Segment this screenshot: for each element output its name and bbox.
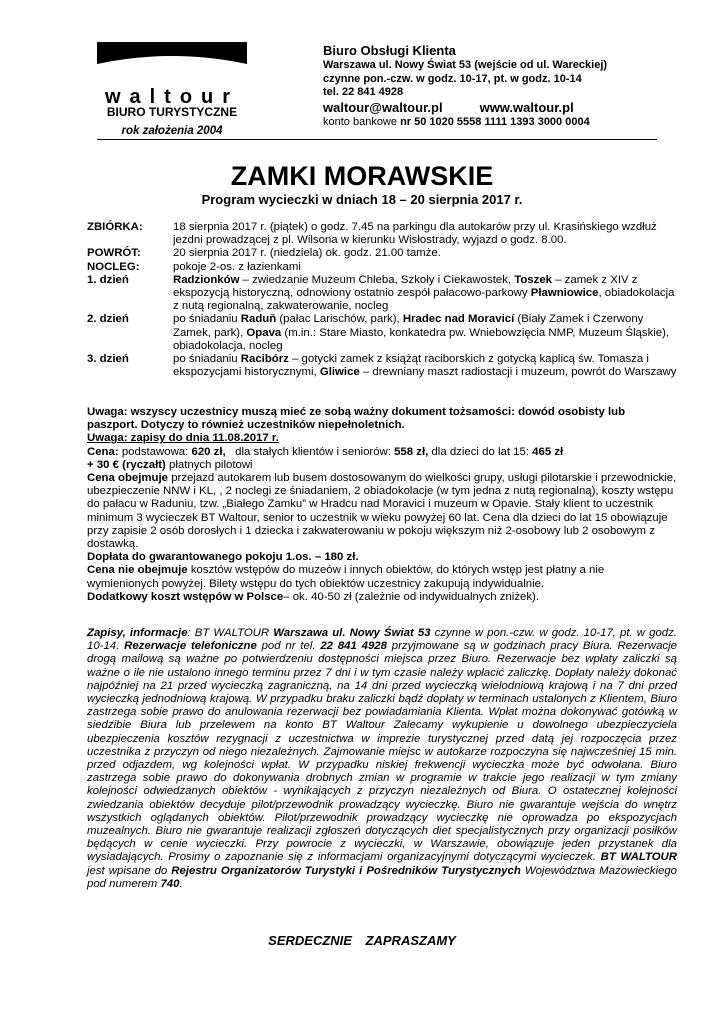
program-row-text: po śniadaniu Racibórz – gotycki zamek z książąt raciborskich z gotycką kaplicą św. Tomasza i ekspozycjami historycznymi, Gliwice – drewniany maszt radiostacji i muzeum, powrót do Warszawy bbox=[173, 353, 677, 379]
contact-block bbox=[323, 43, 703, 129]
www-link[interactable]: www.waltour.pl bbox=[479, 99, 574, 115]
program-table bbox=[87, 221, 677, 379]
bank-account bbox=[323, 116, 703, 130]
deadline-note: Uwaga: zapisy do dnia 11.08.2017 r. bbox=[87, 432, 279, 445]
contact-title: Biuro Obsługi Klienta bbox=[323, 43, 456, 58]
page-subtitle: Program wycieczki w dniach 18 – 20 sierpnia 2017 r. bbox=[201, 192, 523, 207]
program-row bbox=[87, 221, 677, 247]
single-room-surcharge: Dopłata do gwarantowanego pokoju 1.os. – 180 zł. bbox=[87, 551, 359, 564]
program-row bbox=[87, 247, 677, 260]
waltour-logo-mark bbox=[97, 42, 247, 64]
program-row-label: 3. dzień bbox=[87, 353, 129, 366]
program-row-label: ZBIÓRKA: bbox=[87, 221, 143, 233]
price-includes: Cena obejmuje przejazd autokarem lub busem dostosowanym do wielkości grupy, usługi pilotarskie i przewodnickie, ubezpieczenie NNW i KL, , 2 noclegi ze śniadaniem, 2 obiadokolacje (w tym jedna z nutą regionalną), koszty wstępu do pałacu w Raduniu, tzw. „Białego Zamku” w Hradcu nad Moravici i muzeum w Opavie. Stały klient to uczestnik minimum 3 wycieczek BT Waltour, senior to uczestnik w wieku powyżej 60 lat. Cena dla dzieci do lat 15 obowiązuje przy zapisie 2 osób dorosłych i 1 dziecka i zakwaterowaniu w pokoju większym niż 2-osobowy lub 2 osobowym z dostawką. bbox=[87, 472, 677, 551]
logo-founded: rok założenia 2004 bbox=[121, 125, 223, 138]
program-row bbox=[87, 313, 677, 353]
program-row-text: 18 sierpnia 2017 r. (piątek) o godz. 7.45 na parkingu dla autokarów przy ul. Krasińskiego wzdłuż jezdni prowadzącej z pl. Wilsona w kierunku Wisłostrady, wyjazd o godz. 8.00. bbox=[173, 221, 657, 247]
bank-account-number: nr 50 1020 5558 1111 1393 3000 0004 bbox=[400, 115, 590, 128]
program-row-text: po śniadaniu Raduň (pałac Larischów, park), Hradec nad Moravicí (Biały Zamek i Czerwony Zamek, park), Opava (m.in.: Stare Miasto, konkatedra pw. Wniebowzięcia NMP, Muzeum Śląskie), obiadokolacja, nocleg bbox=[173, 313, 670, 352]
price-info: Cena: podstawowa: 620 zł, dla stałych klientów i seniorów: 558 zł, dla dzieci do lat 15: 465 zł + 30 € (ryczałt) płatnych pilotowi bbox=[87, 445, 564, 471]
bank-account-label: konto bankowe bbox=[323, 115, 401, 128]
program-row-text: 20 sierpnia 2017 r. (niedziela) ok. godz. 21.00 tamże. bbox=[173, 247, 441, 260]
email-link[interactable]: waltour@waltour.pl bbox=[323, 99, 443, 115]
program-row bbox=[87, 261, 677, 274]
program-row-text: pokoje 2-os. z łazienkami bbox=[173, 260, 301, 273]
program-row bbox=[87, 353, 677, 379]
booking-information: Zapisy, informacje: BT WALTOUR Warszawa ul. Nowy Świat 53 czynne w pon.-czw. w godz. 10-17, pt. w godz. 10-14. Rezerwacje telefoniczne pod nr tel. 22 841 4928 przyjmowane są w godzinach pracy Biura. Rezerwacje drogą mailową są ważne po potwierdzeniu dostępności miejsca przez Biuro. Rezerwacje bez wpłaty zaliczki są ważne o ile nie ustalono innego terminu przez 7 dni i w tym czasie należy wpłacić zaliczkę. Dopłaty należy dokonać najpóźniej na 21 przed wycieczką zagraniczną, na 14 dni przed wycieczką wielodniową krajową i na 7 dni przed wycieczką jednodniową krajową. W przypadku braku zaliczki bądź dopłaty w terminach ustalonych z Klientem, Biuro zastrzega sobie prawo do anulowania rezerwacji bez powiadamiania Klienta. Wpłat można dokonywać gotówką w siedzibie Biura lub przelewem na konto BT Waltour Zalecamy wykupienie u dowolnego ubezpieczyciela ubezpieczenia kosztów rezygnacji z uczestnictwa w imprezie turystycznej przed datą jej rozpoczęcia przez uczestnika z przyczyn od niego niezależnych. Zajmowanie miejsc w autokarze rozpoczyna się najwcześniej 15 min. przed odjazdem, wg kolejności wpłat. W przypadku niskiej frekwencji wycieczka może być odwołana. Biuro zastrzega sobie prawo do dokonywania drobnych zmian w programie w trakcie jego realizacji w tym zmiany kolejności odwiedzanych obiektów - wynikających z przyczyn niezależnych od Biura. O ostatecznej kolejności zwiedzania obiektów decyduje pilot/przewodnik prowadzący wycieczkę. Biuro nie gwarantuje wejścia do wnętrz wszystkich oglądanych obiektów. Pilot/przewodnik prowadzący wycieczkę nie oprowadza po ekspozycjach muzealnych. Biuro nie gwarantuje realizacji zgłoszeń dotyczących diet specjalistycznych przy organizacji posiłków będących w cenie wycieczki. Przy powrocie z wycieczki, w Warszawie, obowiązuje jeden przystanek dla wysiadających. Prosimy o zapoznanie się z informacjami organizacyjnymi dotyczącymi wycieczek. BT WALTOUR jest wpisane do Rejestru Organizatorów Turystyki i Pośredników Turystycznych Województwa Mazowieckiego pod numerem 740. bbox=[87, 627, 678, 890]
contact-links bbox=[323, 100, 703, 116]
program-row-label: POWRÓT: bbox=[87, 247, 141, 260]
logo-subtitle: BIURO TURYSTYCZNE bbox=[106, 105, 238, 120]
contact-hours: czynne pon.-czw. w godz. 10-17, pt. w godz. 10-14 bbox=[323, 72, 582, 85]
program-row-label: 1. dzień bbox=[87, 273, 129, 286]
additional-costs: Dodatkowy koszt wstępów w Polsce– ok. 40-50 zł (zależnie od indywidualnych zniżek). bbox=[87, 590, 540, 603]
program-row bbox=[87, 274, 677, 314]
program-row-text: Radzionków – zwiedzanie Muzeum Chleba, Szkoły i Ciekawostek, Toszek – zamek z XIV z ekspozycją historyczną, odnowiony ostatnio zespół pałacowo-parkowy Pławniowice, obiadokolacja z nutą regionalną, zakwaterowanie, nocleg bbox=[173, 273, 675, 313]
logo-block bbox=[97, 42, 247, 138]
contact-phone: tel. 22 841 4928 bbox=[323, 86, 404, 98]
price-excludes: Cena nie obejmuje kosztów wstępów do muzeów i innych obiektów, do których wstęp jest płatny a nie wymienionych powyżej. Bilety wstępu do tych obiektów uczestnicy zakupują indywidualnie. bbox=[87, 564, 605, 590]
program-row-label: 2. dzień bbox=[87, 313, 129, 326]
closing-line: SERDECZNIE ZAPRASZAMY bbox=[268, 933, 456, 948]
contact-address: Warszawa ul. Nowy Świat 53 (wejście od ul. Wareckiej) bbox=[323, 59, 608, 71]
price-section bbox=[87, 406, 677, 604]
page-title: ZAMKI MORAWSKIE bbox=[230, 161, 494, 191]
header-divider bbox=[97, 139, 657, 140]
logo-brand: waltour bbox=[104, 86, 240, 109]
program-row-label: NOCLEG: bbox=[87, 260, 140, 273]
warning-note: Uwaga: wszyscy uczestnicy muszą mieć ze sobą ważny dokument tożsamości: dowód osobisty lub paszport. Dotyczy to również uczestników niepełnoletnich. bbox=[87, 406, 626, 432]
